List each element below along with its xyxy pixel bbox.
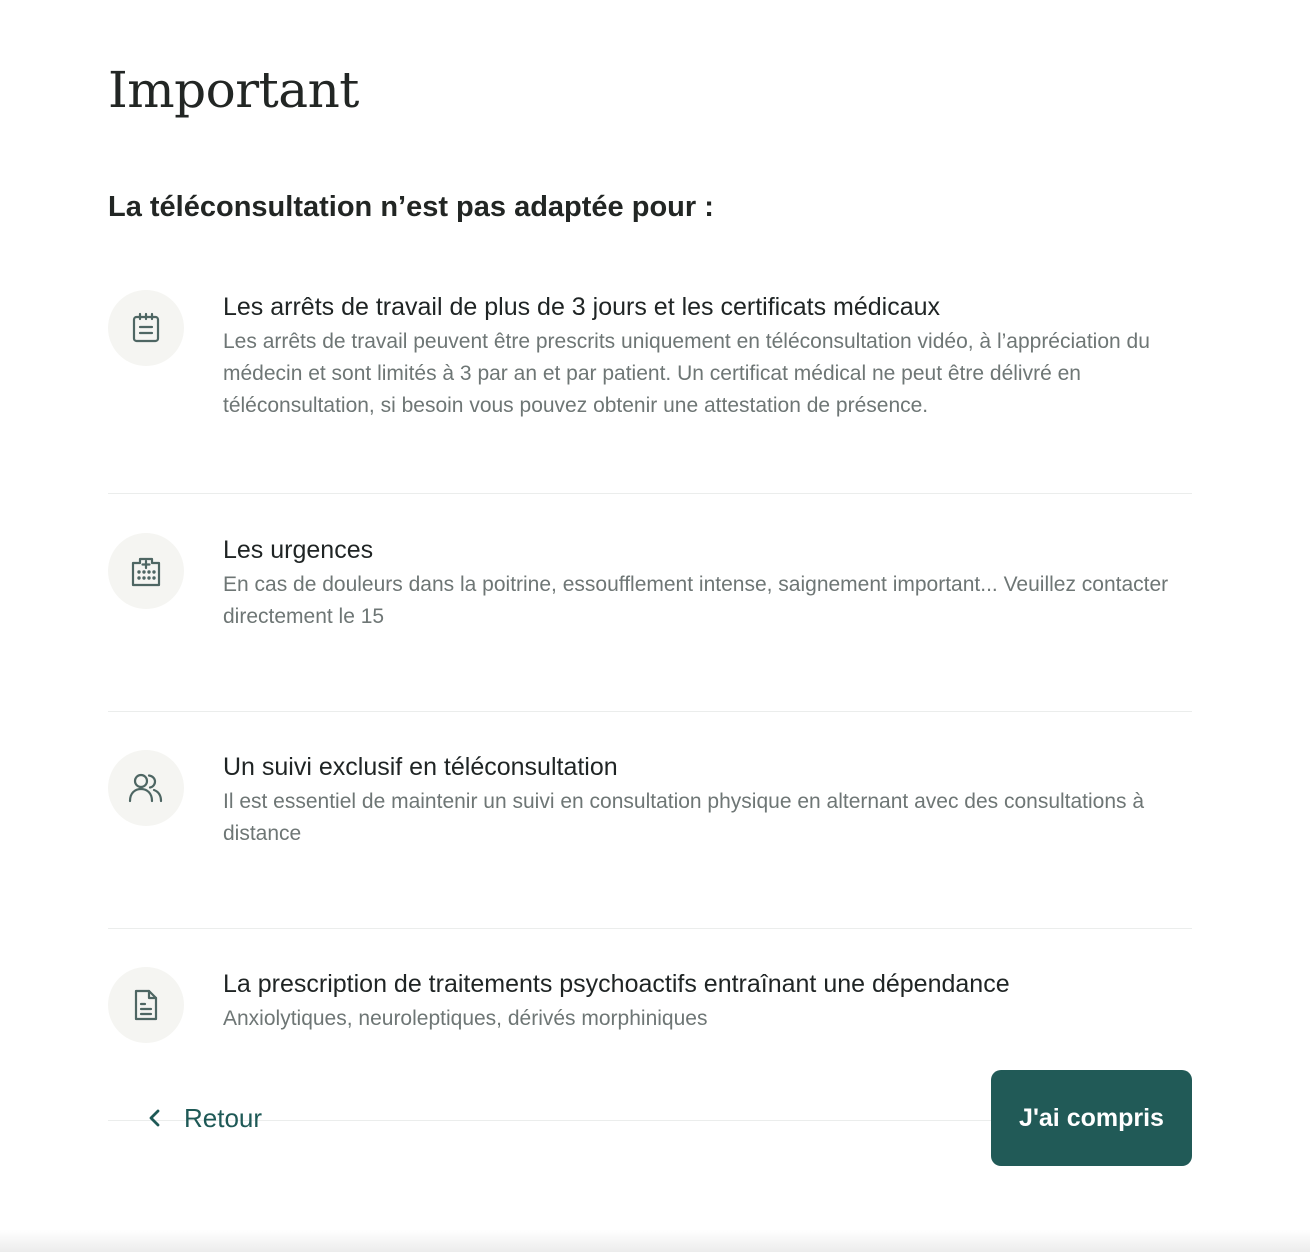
list-item <box>108 750 1192 929</box>
confirm-button[interactable]: J'ai compris <box>991 1070 1192 1166</box>
back-button[interactable] <box>136 1092 274 1144</box>
clipboard-icon <box>108 290 184 366</box>
list-item <box>108 290 1192 494</box>
back-button-label: Retour <box>184 1102 263 1133</box>
item-description: En cas de douleurs dans la poitrine, essoufflement intense, saignement important... Veuillez contacter directement le 15 <box>223 573 1169 628</box>
users-icon <box>108 750 184 826</box>
footer-actions <box>108 1070 1192 1166</box>
item-description: Anxiolytiques, neuroleptiques, dérivés morphiniques <box>223 1007 708 1030</box>
item-description: Il est essentiel de maintenir un suivi en consultation physique en alternant avec des consultations à distance <box>223 790 1145 845</box>
hospital-icon <box>108 533 184 609</box>
item-title: Un suivi exclusif en téléconsultation <box>223 753 618 781</box>
item-description: Les arrêts de travail peuvent être prescrits uniquement en téléconsultation vidéo, à l’appréciation du médecin et sont limités à 3 par an et par patient. Un certificat médical ne peut être délivré en téléconsultation, si besoin vous pouvez obtenir une attestation de présence. <box>223 330 1150 417</box>
document-icon <box>108 967 184 1043</box>
bottom-edge-shadow <box>0 1230 1310 1252</box>
item-title: Les urgences <box>223 536 374 564</box>
list-item <box>108 533 1192 712</box>
restriction-list <box>108 290 1192 1121</box>
page-title: Important <box>108 61 359 119</box>
chevron-left-icon <box>148 1107 162 1129</box>
item-title: Les arrêts de travail de plus de 3 jours et les certificats médicaux <box>223 293 941 321</box>
item-title: La prescription de traitements psychoactifs entraînant une dépendance <box>223 970 1010 998</box>
page-subtitle: La téléconsultation n’est pas adaptée pour : <box>108 191 714 223</box>
